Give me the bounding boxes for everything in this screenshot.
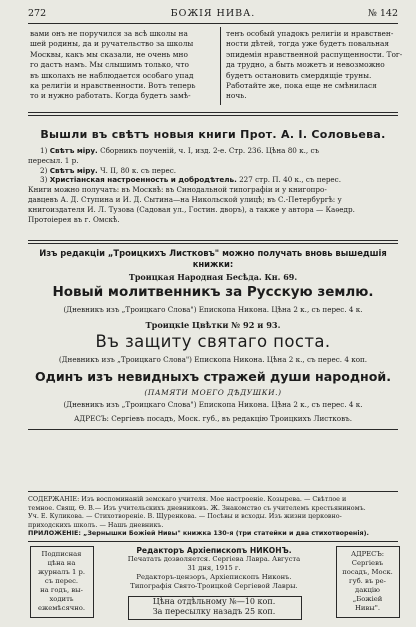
where-line: давцевъ А. Д. Ступина и И. Д. Сытина—на Никольской улицѣ; въ С.-Петербургѣ: у bbox=[28, 194, 342, 204]
price-single: Цѣна отдѣльному №—10 коп. bbox=[152, 597, 276, 606]
book1-title: Новый молитвенникъ за Русскую землю. bbox=[52, 284, 374, 300]
trinity-address: АДРЕСЪ: Сергіевъ посадъ, Моск. губ., въ редакцію Троицкихъ Листковъ. bbox=[73, 414, 353, 423]
section-rule bbox=[28, 240, 398, 241]
book2-title: Въ защиту святаго поста. bbox=[95, 332, 331, 351]
text-line: въ школахъ не наблюдается особаго упад bbox=[30, 70, 194, 80]
announcement-title: Вышли въ свѣтъ новыя книги Прот. А. І. Соловьева. bbox=[40, 128, 386, 141]
footer-rule bbox=[28, 541, 398, 542]
supplement-line: ПРИЛОЖЕНІЕ: „Зернышки Божіей Нивы" книжка 130-я (три статейки и два стихотворенія). bbox=[28, 529, 369, 538]
text-line: будетъ остановить смердящіе труны. bbox=[226, 70, 372, 80]
trinity-intro: Изъ редакціи „Троицкихъ Листковъ" можно получать вновь вышедшія bbox=[39, 248, 387, 258]
issue-number: № 142 bbox=[367, 8, 398, 19]
book3-subtitle: (ПАМЯТИ МОЕГО ДѢДУШКИ.) bbox=[144, 388, 282, 397]
contents-rule bbox=[28, 491, 398, 492]
book-item: 2) Свѣтъ міру. Ч. II, 80 к. съ перес. bbox=[40, 165, 177, 175]
imprint-line: Печатать дозволяется. Сергіева Лавра. Августа bbox=[127, 555, 301, 563]
text-line: вами онъ не поручился за всѣ школы на bbox=[30, 29, 188, 38]
imprint-line: Редакторъ-цензоръ, Архіепископъ Никонъ. bbox=[136, 573, 292, 581]
where-line: Книги можно получать: въ Москвѣ: въ Синодальной типографіи и у книгопро- bbox=[28, 185, 327, 195]
section-rule bbox=[28, 429, 398, 430]
text-line: ности дѣтей, тогда уже будетъ повальная bbox=[226, 39, 390, 49]
contents-line: приходскихъ школъ. — Нашъ дневникъ. bbox=[28, 520, 164, 529]
subscription-text: Подписная цѣна на журналъ 1 р. съ перес. на годъ, вы- ходить ежемѣсячно. bbox=[37, 550, 86, 612]
where-line: книгоиздателя И. Л. Тузова (Садовая ул., Гостин. дворъ), а также у автора — Каѳедр. bbox=[28, 204, 355, 214]
text-line: Москвы, какъ мы сказали, не очень мно bbox=[30, 49, 188, 59]
contents-line: темное. Свящ. Ѳ. В.— Изъ учительскихъ дневниковъ. Ж. Знакомство съ учителемъ крестьяниномъ. bbox=[28, 503, 366, 512]
book2-info: (Дневникъ изъ „Троицкаго Слова") Епископа Никона. Цѣна 2 к., съ перес. 4 коп. bbox=[58, 355, 368, 364]
table-of-contents bbox=[28, 495, 398, 538]
imprint-block bbox=[100, 546, 328, 591]
header-rule bbox=[28, 23, 398, 24]
contents-line: СОДЕРЖАНІЕ: Изъ воспоминаній земскаго учителя. Мое настроеніе. Козырева. — Свѣтлое и bbox=[28, 495, 347, 503]
price-postage: За пересылку назадъ 25 коп. bbox=[152, 607, 276, 616]
page-number: 272 bbox=[28, 8, 47, 19]
text-line: да трудно, а быть можетъ и невозможно bbox=[226, 60, 385, 70]
price-text bbox=[128, 597, 300, 617]
address-text: АДРЕСЪ: Сергіевъ посадъ, Моск. губ. въ ре- дакцію „Божіей Нивы". bbox=[342, 550, 393, 612]
announcement-body bbox=[28, 146, 398, 224]
article-right-column bbox=[226, 29, 403, 102]
book-item-cont: пересыл. 1 р. bbox=[28, 155, 79, 165]
imprint-line: Типографія Свято-Троицкой Сергіевой Лавры. bbox=[130, 582, 298, 590]
column-divider bbox=[220, 27, 221, 105]
journal-title: БОЖІЯ НИВА. bbox=[170, 8, 256, 19]
book-item: 1) Свѣтъ міру. Сборникъ поученій, ч. I, изд. 2-е. Стр. 236. Цѣна 80 к., съ bbox=[40, 146, 320, 155]
contents-line: Уч. Е. Куликова. — Стихотвореніе. В. Щуренкова. — Посѣвы и всходы. Изъ жизни церковно- bbox=[28, 512, 342, 521]
section-rule bbox=[28, 243, 398, 244]
section-rule bbox=[28, 112, 398, 113]
running-header bbox=[28, 8, 398, 22]
book-item: 3) Христіанская настроенность и добродѣтель. 227 стр. П. 40 к., съ перес. bbox=[40, 175, 341, 185]
section-rule bbox=[28, 115, 398, 116]
text-line: го дастъ намъ. Мы слышимъ только, что bbox=[30, 60, 189, 70]
tsvetki-label: Троицкіе Цвѣтки № 92 и 93. bbox=[145, 320, 281, 330]
text-line: ночь. bbox=[226, 91, 247, 101]
text-line: эпидемія нравственной распущенности. Тог- bbox=[226, 49, 403, 59]
text-line: тенъ особый упадокъ религіи и нравствен- bbox=[226, 29, 394, 38]
text-line: шей родины, да и ручательство за школы bbox=[30, 39, 194, 49]
book3-info: (Дневникъ изъ „Троицкаго Слова") Епископа Никона. Цѣна 2 к., съ перес. 4 к. bbox=[63, 400, 363, 409]
text-line: Работайте же, пока еще не смѣнилася bbox=[226, 81, 377, 91]
article-left-column bbox=[30, 29, 210, 102]
book1-info: (Дневникъ изъ „Троицкаго Слова") Епископа Никона. Цѣна 2 к., съ перес. 4 к. bbox=[63, 305, 363, 314]
text-line: то и нужно работать. Когда будетъ замѣ- bbox=[30, 91, 191, 101]
trinity-intro-2: книжки: bbox=[192, 259, 234, 269]
book3-title: Одинъ изъ невидныхъ стражей души народной. bbox=[34, 369, 392, 384]
where-line: Протоіерея въ г. Омскѣ. bbox=[28, 214, 120, 224]
beseda-label: Троицкая Народная Бесѣда. Кн. 69. bbox=[128, 272, 298, 282]
text-line: ка религіи и нравственности. Вотъ теперь bbox=[30, 81, 196, 91]
editor-line: Редакторъ Архіепископъ НИКОНЪ. bbox=[136, 546, 292, 555]
imprint-line: 31 дня, 1915 г. bbox=[187, 564, 241, 572]
